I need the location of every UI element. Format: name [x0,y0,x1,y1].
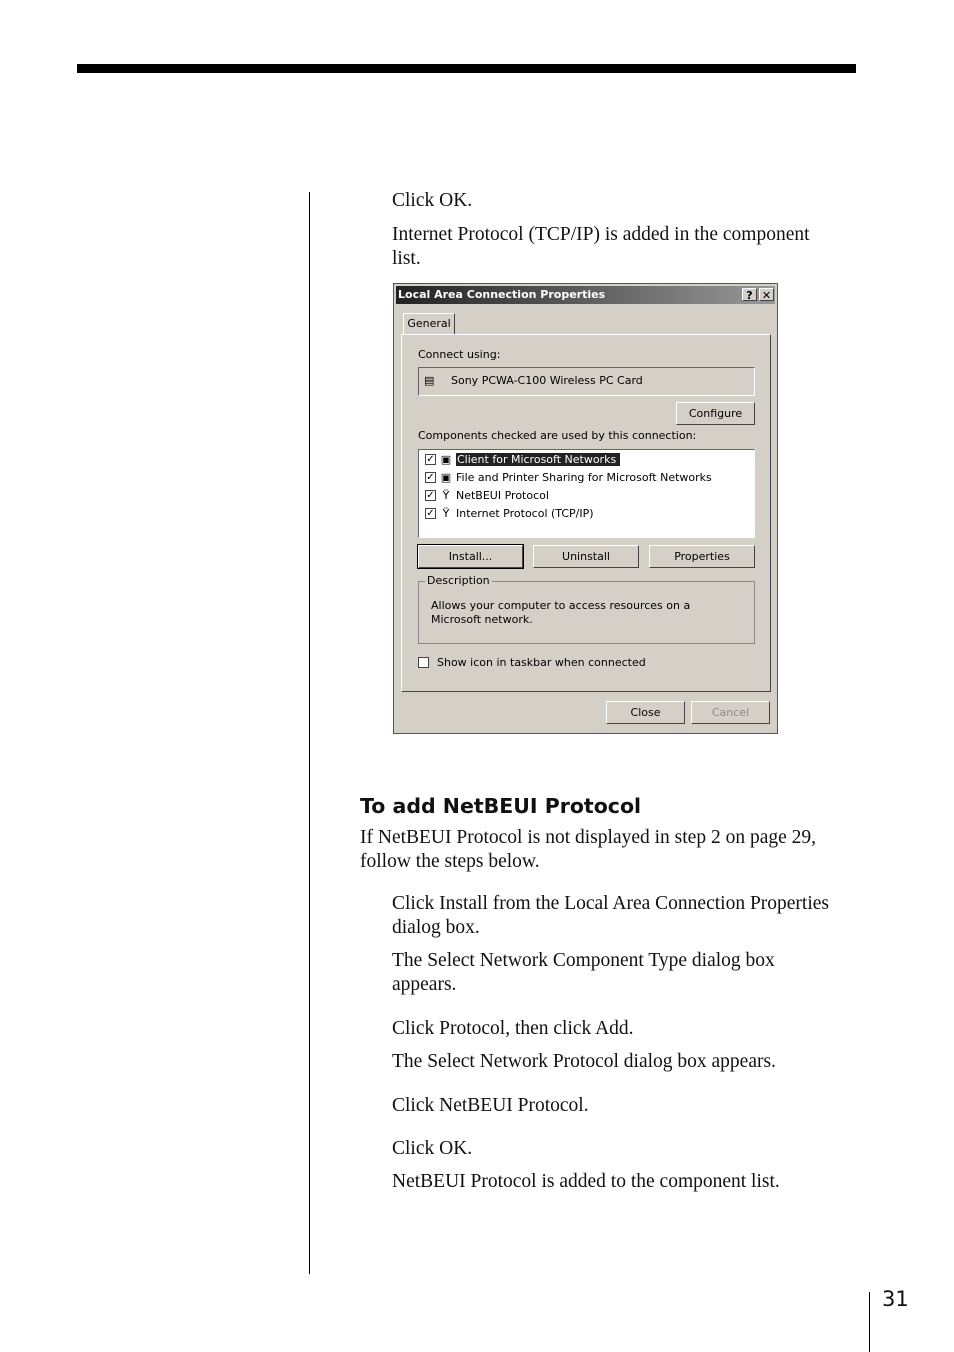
page-number-rule [869,1292,870,1352]
page-number: 31 [882,1287,909,1311]
network-client-icon: ▣ [440,452,452,466]
section-intro: If NetBEUI Protocol is not displayed in step 2 on page 29, follow the steps below. [360,827,817,872]
step-result: NetBEUI Protocol is added to the component list. [392,1171,780,1192]
adapter-name: Sony PCWA-C100 Wireless PC Card [451,374,643,387]
list-item[interactable] [425,451,620,467]
component-label: Internet Protocol (TCP/IP) [456,506,594,520]
install-button[interactable]: Install... [418,545,523,568]
uninstall-button[interactable]: Uninstall [533,545,639,568]
step-result: Internet Protocol (TCP/IP) is added in the component list. [392,224,810,269]
close-button[interactable]: Close [606,701,685,724]
step-instruction: Click OK. [392,1138,473,1159]
close-icon[interactable]: ✕ [759,288,774,301]
dialog-titlebar [396,286,775,304]
description-text: Allows your computer to access resources on a Microsoft network. [431,599,691,626]
step-result: The Select Network Component Type dialog box appears. [392,950,775,995]
margin-rule [309,192,310,1274]
step-instruction: Click Install from the Local Area Connection Properties dialog box. [392,893,830,938]
description-group [418,581,755,644]
network-card-icon: ▤ [424,374,435,387]
components-label: Components checked are used by this connection: [418,429,697,442]
component-label: File and Printer Sharing for Microsoft Networks [456,470,712,484]
show-icon-option[interactable] [418,656,646,669]
configure-button[interactable]: Configure [676,402,755,425]
checkbox[interactable]: ✓ [426,507,435,519]
component-label: Client for Microsoft Networks [456,453,620,466]
show-icon-label: Show icon in taskbar when connected [437,656,646,669]
cancel-button[interactable]: Cancel [691,701,770,724]
dialog-title: Local Area Connection Properties [398,288,606,301]
list-item[interactable] [425,505,594,521]
list-item[interactable] [425,469,712,485]
section-heading: To add NetBEUI Protocol [360,794,642,818]
step-result: The Select Network Protocol dialog box appears. [392,1051,776,1072]
checkbox[interactable] [418,657,429,668]
description-label: Description [427,574,490,587]
local-area-connection-dialog [393,283,778,734]
list-item[interactable] [425,487,549,503]
step-instruction: Click NetBEUI Protocol. [392,1095,589,1116]
component-label: NetBEUI Protocol [456,488,549,502]
step-instruction: Click Protocol, then click Add. [392,1018,634,1039]
help-button[interactable]: ? [742,288,757,301]
checkbox[interactable]: ✓ [426,489,435,501]
step-instruction: Click OK. [392,190,473,211]
connect-using-label: Connect using: [418,348,501,361]
header-rule [77,64,856,73]
checkbox[interactable]: ✓ [426,471,435,483]
file-printer-sharing-icon: ▣ [440,470,452,484]
adapter-field [418,367,755,396]
properties-button[interactable]: Properties [649,545,755,568]
tab-general[interactable]: General [403,313,455,335]
protocol-icon: Ÿ [442,506,450,520]
protocol-icon: Ÿ [442,488,450,502]
checkbox[interactable]: ✓ [426,453,435,465]
components-list[interactable] [418,449,755,538]
